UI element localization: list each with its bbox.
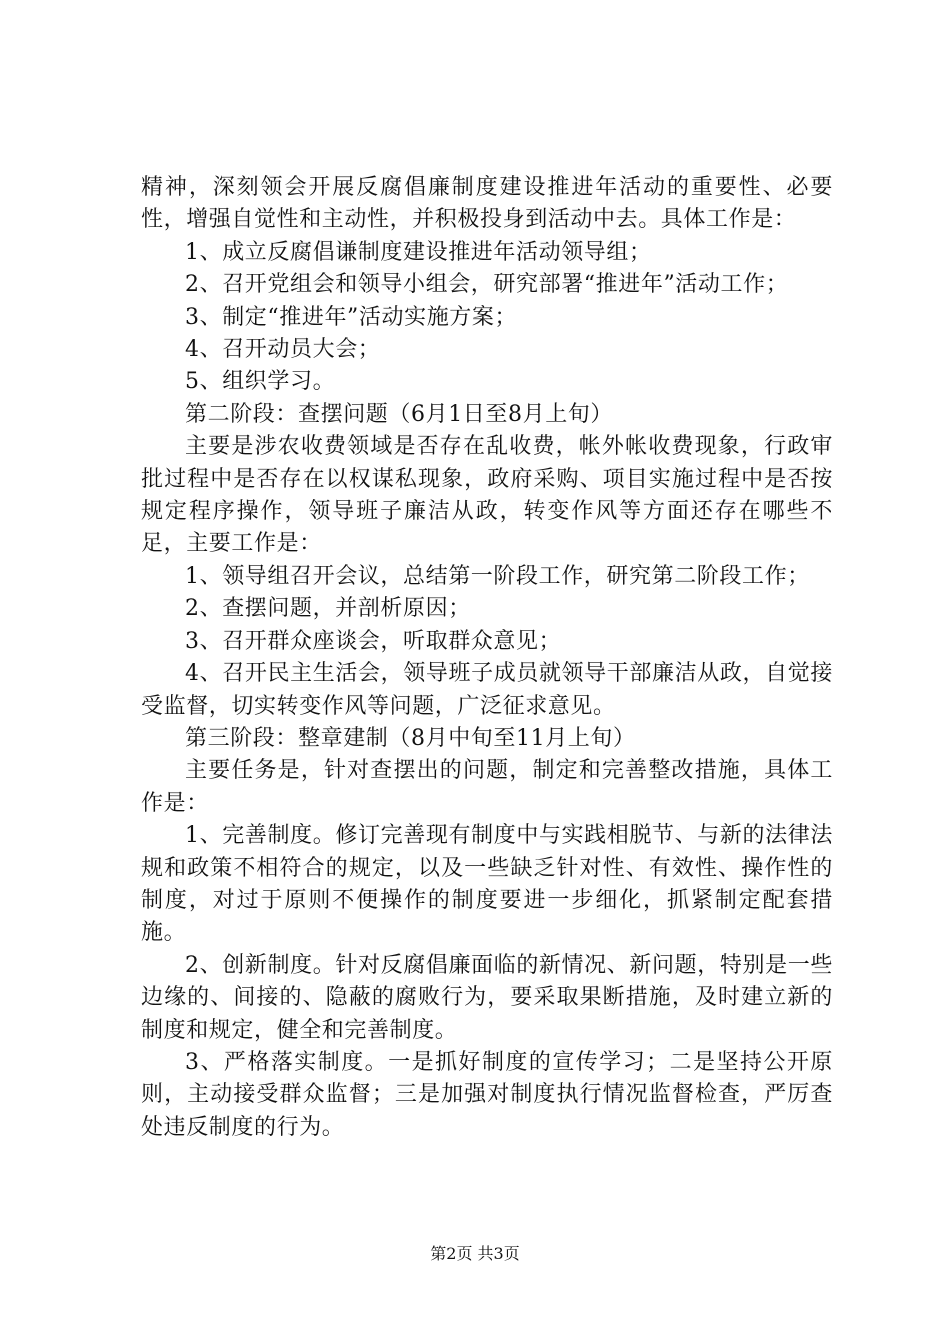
paragraph: 主要任务是，针对查摆出的问题，制定和完善整改措施，具体工作是： — [141, 758, 833, 816]
list-item: 1、完善制度。修订完善现有制度中与实践相脱节、与新的法律法规和政策不相符合的规定，以及一些缺乏针对性、有效性、操作性的制度，对过于原则不便操作的制度要进一步细化，抓紧制定配套措施。 — [141, 823, 833, 946]
list-item: 3、制定“推进年”活动实施方案； — [185, 304, 518, 330]
paragraph: 精神，深刻领会开展反腐倡廉制度建设推进年活动的重要性、必要性，增强自觉性和主动性，并积极投身到活动中去。具体工作是： — [141, 175, 833, 233]
paragraph: 主要是涉农收费领域是否存在乱收费，帐外帐收费现象，行政审批过程中是否存在以权谋私现象，政府采购、项目实施过程中是否按规定程序操作，领导班子廉洁从政，转变作风等方面还存在哪些不足，主要工作是： — [141, 434, 833, 557]
section-heading: 第三阶段：整章建制（8月中旬至11月上旬） — [185, 725, 636, 751]
section-heading: 第二阶段：查摆问题（6月1日至8月上旬） — [185, 401, 613, 427]
list-item: 1、成立反腐倡谦制度建设推进年活动领导组； — [185, 239, 652, 265]
list-item: 2、查摆问题，并剖析原因； — [185, 596, 471, 622]
page-footer: 第2页 共3页 — [430, 1244, 520, 1263]
document-body — [141, 172, 833, 1144]
list-item: 5、组织学习。 — [185, 369, 336, 395]
list-item: 4、召开民主生活会，领导班子成员就领导干部廉洁从政，自觉接受监督，切实转变作风等问题，广泛征求意见。 — [141, 661, 833, 719]
list-item: 2、召开党组会和领导小组会，研究部署“推进年”活动工作； — [185, 272, 789, 298]
list-item: 3、严格落实制度。一是抓好制度的宣传学习；二是坚持公开原则，主动接受群众监督；三是加强对制度执行情况监督检查，严厉查处违反制度的行为。 — [141, 1049, 833, 1140]
list-item: 2、创新制度。针对反腐倡廉面临的新情况、新问题，特别是一些边缘的、间接的、隐蔽的腐败行为，要采取果断措施，及时建立新的制度和规定，健全和完善制度。 — [141, 952, 833, 1043]
list-item: 4、召开动员大会； — [185, 337, 381, 363]
list-item: 3、召开群众座谈会，听取群众意见； — [185, 628, 562, 654]
list-item: 1、领导组召开会议，总结第一阶段工作，研究第二阶段工作； — [185, 563, 810, 589]
